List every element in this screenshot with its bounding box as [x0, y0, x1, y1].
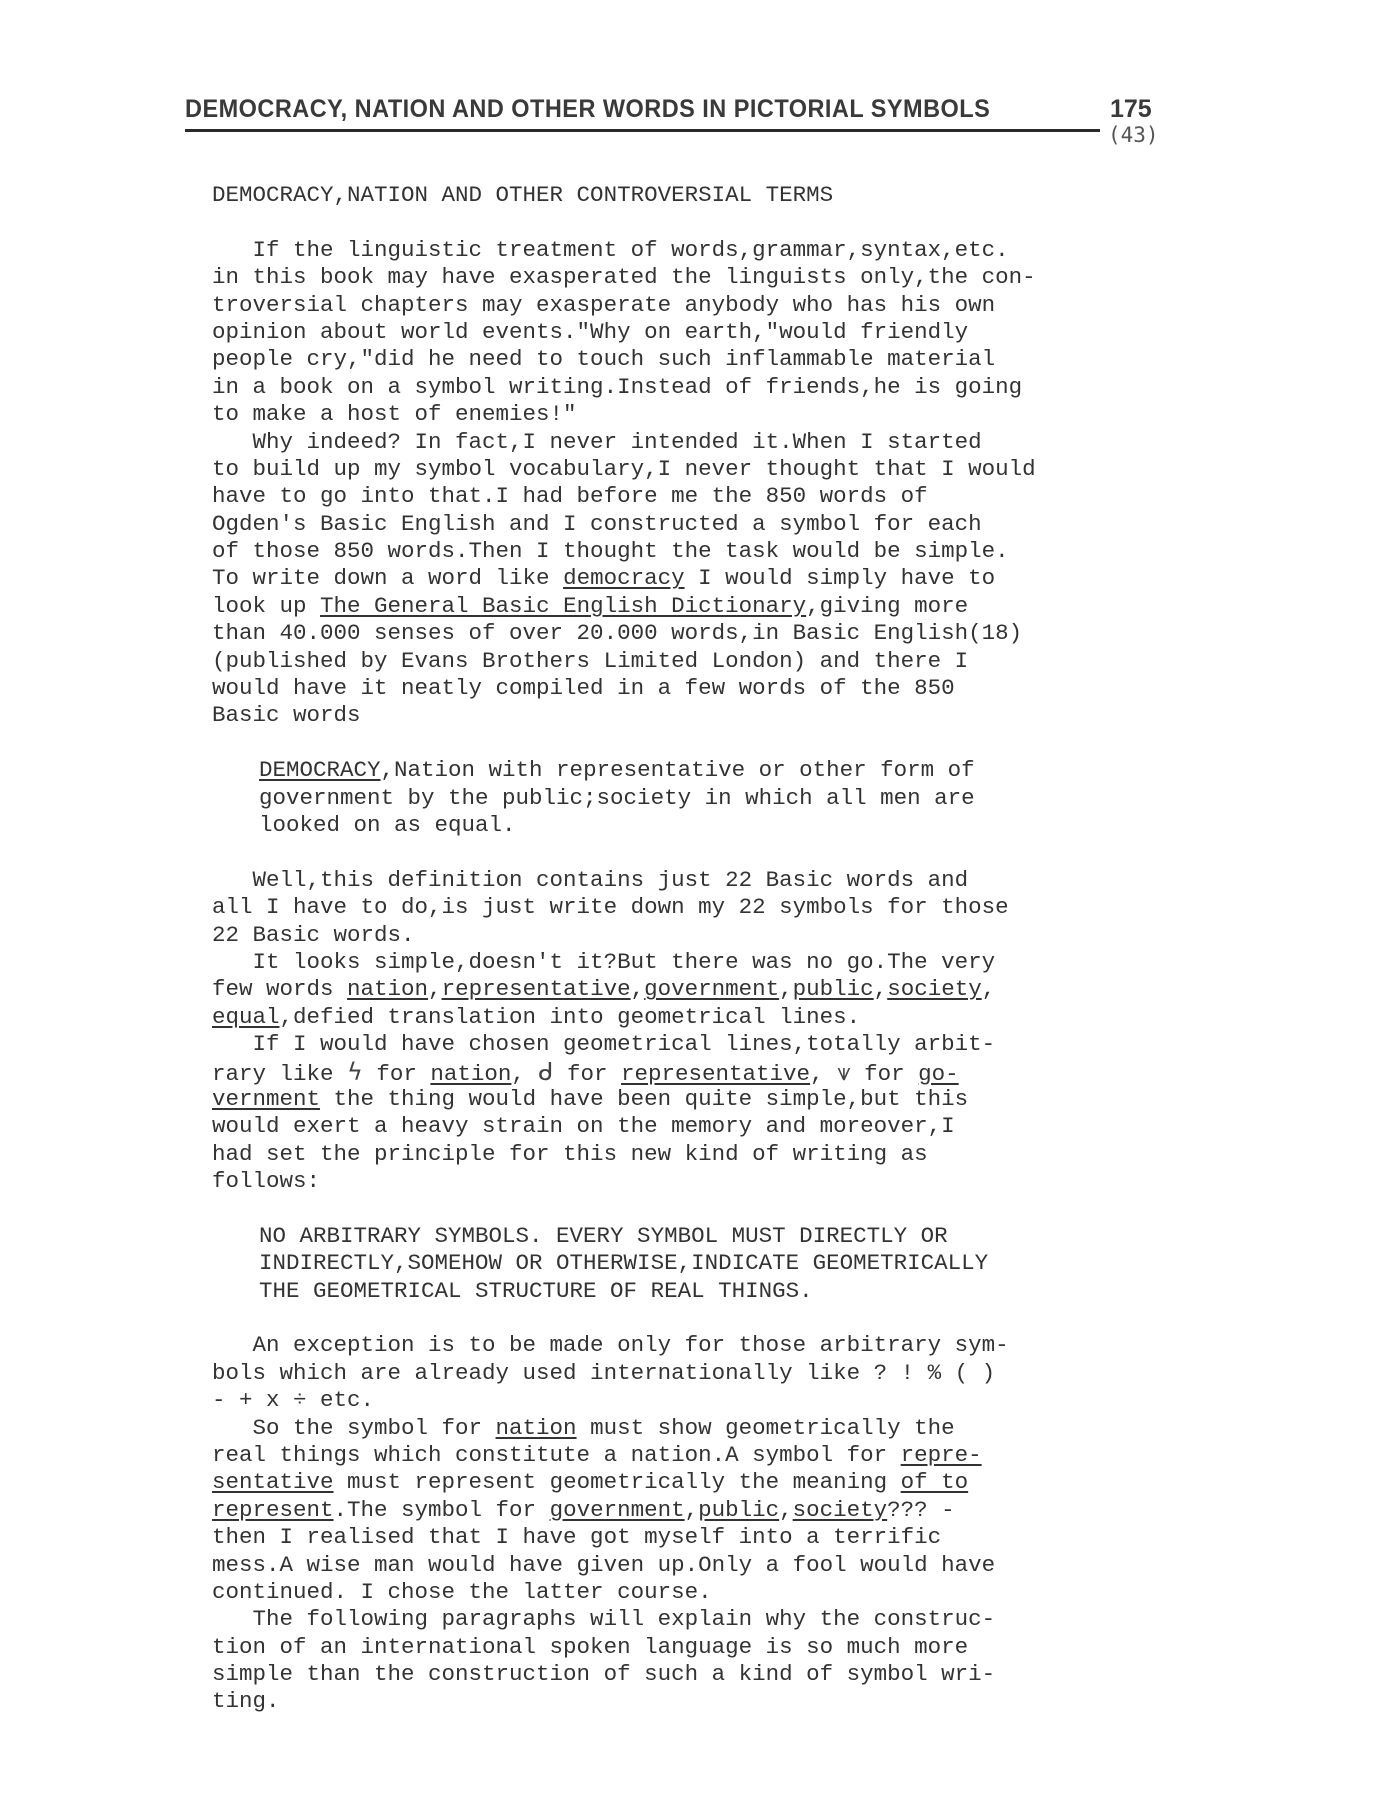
definition-block: DEMOCRACY,Nation with representative or other form of government by the public;society in which all men are looked on as equal. [259, 757, 975, 838]
underlined-word: democracy [563, 565, 685, 592]
running-header [185, 95, 1165, 147]
header-rule [185, 129, 1100, 132]
paragraph-2: Why indeed? In fact,I never intended it.When I started to build up my symbol vocabulary,I never thought that I would have to go into that.I had before me the 850 words of Ogden's Basic English and I constructed a symbol for each of those 850 words.Then I thought the task would be simple. To write down a word like democracy I would simply have to look up The General Basic English Dictionary,giving more than 40.000 senses of over 20.000 words,in Basic English(18) (published by Evans Brothers Limited London) and there I would have it neatly compiled in a few words of the 850 Basic words [212, 428, 1036, 729]
paragraph-1: If the linguistic treatment of words,grammar,syntax,etc. in this book may have exasperated the linguists only,the con- troversial chapters may exasperate anybody who has his own opinion about world events."Why on earth,"would friendly people cry,"did he need to touch such inflammable material in a book on a symbol writing.Instead of friends,he is going to make a host of enemies!" [212, 236, 1036, 428]
paragraph-6: An exception is to be made only for those arbitrary sym- bols which are already used internationally like ? ! % ( ) - + x ÷ etc. [212, 1332, 1009, 1414]
handwritten-nation-symbol: ϟ [347, 1057, 363, 1086]
paragraph-8: The following paragraphs will explain why the construc- tion of an international spoken language is so much more simple than the construction of such a kind of symbol wri- ting. [212, 1606, 996, 1715]
page-number: 175 [1110, 95, 1152, 123]
handwritten-representative-symbol: ᑯ [538, 1057, 554, 1086]
dictionary-title: The General Basic English Dictionary [320, 592, 807, 619]
section-heading: DEMOCRACY,NATION AND OTHER CONTROVERSIAL TERMS [212, 182, 834, 208]
paragraph-5: If I would have chosen geometrical lines,totally arbit- rary like ϟ for nation, ᑯ for representative, ⩛ for go- vernment the thing would have been quite simple,but this would exert a heavy strain on the memory and moreover,I had set the principle for this new kind of writing as follows: [212, 1031, 996, 1195]
definition-term: DEMOCRACY [259, 757, 381, 784]
header-title: DEMOCRACY, NATION AND OTHER WORDS IN PICTORIAL SYMBOLS [185, 95, 991, 123]
body-text [212, 182, 1212, 1716]
handwritten-government-symbol: ⩛ [837, 1057, 851, 1086]
principle-block: NO ARBITRARY SYMBOLS. EVERY SYMBOL MUST DIRECTLY OR INDIRECTLY,SOMEHOW OR OTHERWISE,INDICATE GEOMETRICALLY THE GEOMETRICAL STRUCTURE OF REAL THINGS. [259, 1222, 989, 1304]
paragraph-3: Well,this definition contains just 22 Basic words and all I have to do,is just write down my 22 symbols for those 22 Basic words. [212, 866, 1009, 948]
paragraph-4: It looks simple,doesn't it?But there was no go.The very few words nation,representative,government,public,society, equal,defied translation into geometrical lines. [212, 948, 996, 1030]
paragraph-7: So the symbol for nation must show geometrically the real things which constitute a nation.A symbol for repre- sentative must represent geometrically the meaning of to represent.The symbol for government,public,society??? - then I realised that I have got myself into a terrific mess.A wise man would have given up.Only a fool would have continued. I chose the latter course. [212, 1414, 996, 1605]
sub-page-number: (43) [1108, 123, 1159, 147]
